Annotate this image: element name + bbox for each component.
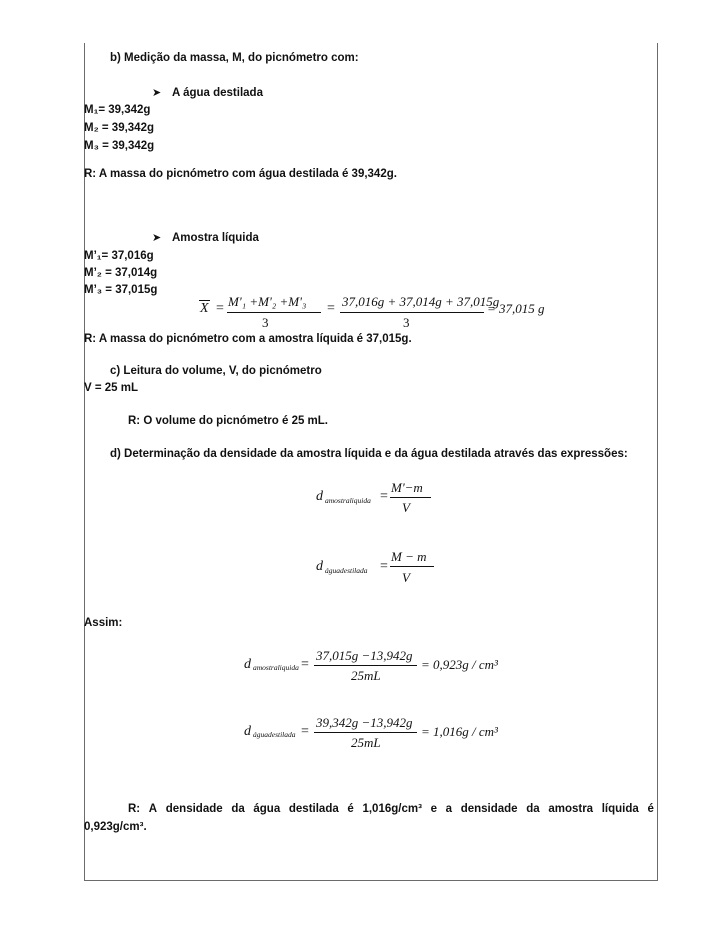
conclusion-word: densidade <box>460 803 518 815</box>
mean-overline <box>199 300 210 301</box>
conclusion-word: é <box>347 803 354 815</box>
density-sample-symbol: d <box>316 489 323 504</box>
calc-sample-numerator: 37,015g −13,942g <box>316 648 413 663</box>
mean-result: = 37,015 g <box>487 301 545 316</box>
equals-sign: = <box>327 301 335 316</box>
equals-sign: = <box>216 301 224 316</box>
mass-m1: M₁= 39,342g <box>84 104 151 116</box>
mean-denominator-values: 3 <box>403 315 410 330</box>
calc-sample-symbol: d <box>244 657 251 672</box>
conclusion-word: líquida <box>601 803 639 815</box>
mass-mp2: M’₂ = 37,014g <box>84 267 158 279</box>
conclusion-word: é <box>647 803 654 815</box>
conclusion-word: amostra <box>548 803 594 815</box>
calc-water-subscript: águadestilada <box>253 730 296 739</box>
mass-mp3: M’₃ = 37,015g <box>84 284 158 296</box>
conclusion-word: e <box>430 803 437 815</box>
conclusion-word: da <box>231 803 245 815</box>
equals-sign: = <box>301 657 309 672</box>
conclusion-word: da <box>526 803 540 815</box>
density-water-numerator: M − m <box>391 549 427 564</box>
section-c-heading: c) Leitura do volume, V, do picnómetro <box>110 365 322 377</box>
calc-water-numerator: 39,342g −13,942g <box>316 715 413 730</box>
assim-label: Assim: <box>84 617 123 629</box>
conclusion-word: densidade <box>165 803 223 815</box>
fraction-bar <box>314 665 417 666</box>
fraction-bar <box>340 312 484 313</box>
mean-lhs: X <box>200 301 209 316</box>
fraction-bar <box>227 312 321 313</box>
conclusion-word: 1,016g/cm³ <box>362 803 422 815</box>
mass-mp1: M’₁= 37,016g <box>84 250 154 262</box>
density-sample-subscript: amostraliquida <box>325 496 371 505</box>
fraction-bar <box>314 732 417 733</box>
calc-sample-denominator: 25mL <box>351 668 381 683</box>
result-water-mass: R: A massa do picnómetro com água destilada é 39,342g. <box>84 168 397 180</box>
fraction-bar <box>390 566 434 567</box>
equals-sign: = <box>380 489 388 504</box>
density-sample-denominator: V <box>402 500 410 515</box>
calc-water-denominator: 25mL <box>351 735 381 750</box>
calc-sample-subscript: amostraliquida <box>253 663 299 672</box>
density-water-symbol: d <box>316 559 323 574</box>
bullet-sample-label: Amostra líquida <box>172 232 259 244</box>
arrow-bullet-icon: ➤ <box>152 231 162 244</box>
mean-denominator-symbolic: 3 <box>262 315 269 330</box>
volume-value: V = 25 mL <box>84 382 139 394</box>
mean-numerator-symbolic: M'₁ +M'₂ +M'₃ <box>228 294 307 309</box>
calc-water-symbol: d <box>244 724 251 739</box>
section-b-heading: b) Medição da massa, M, do picnómetro com: <box>110 52 359 64</box>
conclusion-word: A <box>148 803 158 815</box>
equals-sign: = <box>380 559 388 574</box>
result-volume: R: O volume do picnómetro é 25 mL. <box>128 415 329 427</box>
mass-m3: M₃ = 39,342g <box>84 140 155 152</box>
conclusion-word: R: <box>128 803 141 815</box>
mass-m2: M₂ = 39,342g <box>84 122 154 134</box>
conclusion-line-2: 0,923g/cm³. <box>84 821 147 833</box>
conclusion-word: água <box>253 803 281 815</box>
density-sample-numerator: M'−m <box>391 480 423 495</box>
equals-sign: = <box>301 724 309 739</box>
arrow-bullet-icon: ➤ <box>152 86 162 99</box>
density-water-denominator: V <box>402 570 410 585</box>
fraction-bar <box>390 497 431 498</box>
conclusion-word: a <box>445 803 453 815</box>
conclusion-line-1 <box>128 804 654 816</box>
density-water-subscript: águadestilada <box>325 566 368 575</box>
conclusion-word: destilada <box>288 803 339 815</box>
bullet-water-label: A água destilada <box>172 87 263 99</box>
result-sample-mass: R: A massa do picnómetro com a amostra líquida é 37,015g. <box>84 333 412 345</box>
calc-water-result: = 1,016g / cm³ <box>421 724 498 739</box>
section-d-heading: d) Determinação da densidade da amostra líquida e da água destilada através das expressões: <box>110 448 628 460</box>
mean-numerator-values: 37,016g + 37,014g + 37,015g <box>342 294 500 309</box>
calc-sample-result: = 0,923g / cm³ <box>421 657 498 672</box>
